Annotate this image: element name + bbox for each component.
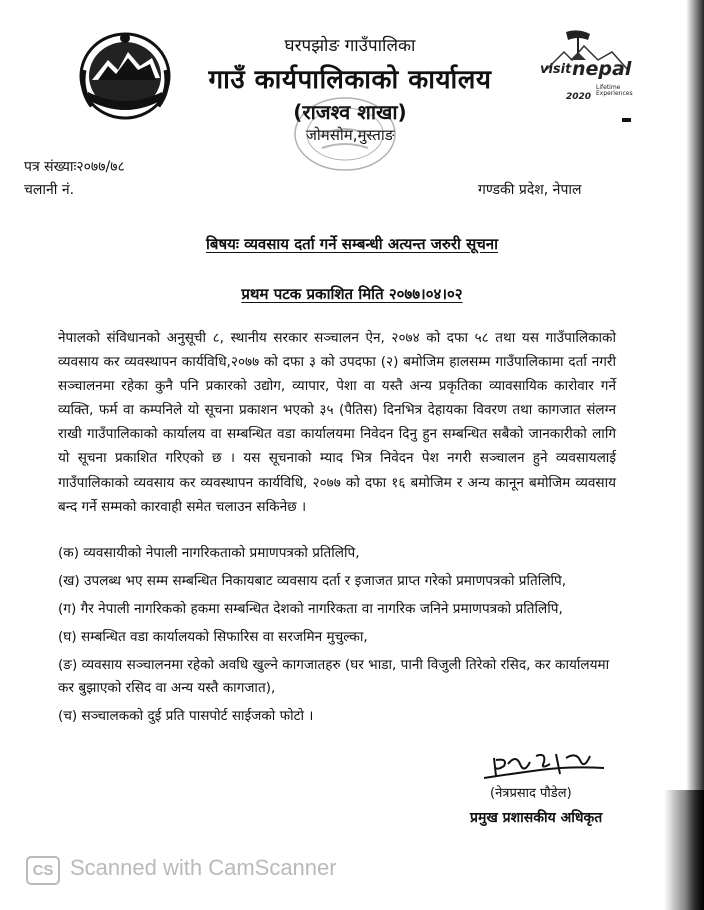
list-item: (ङ) व्यवसाय सञ्चालनमा रहेको अवधि खुल्ने कागजातहरु (घर भाडा, पानी विजुली तिरेको रसिद, कर कार्यालयमा कर बुझाएको रसिद वा अन्य यस्तै कागजात), [58, 657, 610, 696]
office-location: जोमसोम,मुस्ताङ [305, 126, 395, 144]
signatory-name: (नेत्रप्रसाद पौडेल) [490, 786, 572, 801]
watermark-text: Scanned with CamScanner [70, 855, 337, 880]
branch-name: (राजश्व शाखा) [293, 100, 407, 124]
camscanner-badge-icon: CS [26, 856, 60, 885]
logo-visit-text: visit [540, 62, 572, 77]
scan-edge-shadow [686, 0, 704, 910]
municipality-name: घरपझोङ गाउँपालिका [284, 36, 416, 56]
mark-dash [622, 118, 631, 122]
office-stamp-icon [290, 92, 400, 176]
office-title: गाउँ कार्यपालिकाको कार्यालय [208, 65, 492, 95]
notice-body: नेपालको संविधानको अनुसूची ८, स्थानीय सरकार सञ्चालन ऐन, २०७४ को दफा ५८ तथा यस गाउँपालिकाको व्यवसाय कर व्यवस्थापन कार्यविधि,२०७७ को दफा ३ को उपदफा (२) बमोजिम हालसम्म गाउँपालिकामा दर्ता नगरी सञ्चालनमा रहेका कुनै पनि प्रकारको उद्योग, व्यापार, पेशा वा यस्तै अन्य प्रकृतिका व्यावसायिक कारोवार गर्ने व्यक्ति, फर्म वा कम्पनिले यो सूचना प्रकाशन भएको ३५ (पैतिस) दिनभित्र देहायका विवरण तथा कागजात संलग्न राखी गाउँपालिकाको कार्यालय वा सम्बन्धित वडा कार्यालयमा निवेदन दिनु हुन सम्बन्धित सबैको जानकारीको लागि यो सूचना प्रकाशित गरिएको छ । यस सूचनाको म्याद भित्र निवेदन पेश नगरी सञ्चालन हुने व्यवसायलाई गाउँपालिकाको व्यवसाय कर व्यवस्थापन कार्यविधि, २०७७ को दफा १६ बमोजिम र अन्य कानून बमोजिम व्यवसाय बन्द गर्ने सम्मको कारवाही समेत चलाउन सकिनेछ । [58, 330, 616, 515]
publication-date: प्रथम पटक प्रकाशित मिति २०७७।०४।०२ [241, 285, 463, 303]
logo-tagline: Lifetime Experiences [596, 84, 633, 97]
logo-year-text: 2020 [566, 92, 592, 102]
logo-nepal-text: nepal [572, 58, 632, 80]
notice-subject: बिषयः व्यवसाय दर्ता गर्ने सम्बन्धी अत्यन्त जरुरी सूचना [206, 235, 498, 253]
province-address: गण्डकी प्रदेश, नेपाल [478, 182, 582, 198]
list-item: (ख) उपलब्ध भए सम्म सम्बन्धित निकायबाट व्यवसाय दर्ता र इजाजत प्राप्त गरेको प्रमाणपत्रको प्रतिलिपि, [58, 573, 567, 589]
scan-edge-shadow-bottom [664, 790, 704, 910]
list-item: (घ) सम्बन्धित वडा कार्यालयको सिफारिस वा सरजमिन मुचुल्का, [58, 629, 368, 645]
list-item: (ग) गैर नेपाली नागरिकको हकमा सम्बन्धित देशको नागरिकता वा नागरिक जनिने प्रमाणपत्रको प्रतिलिपि, [58, 601, 563, 617]
dispatch-number: चलानी नं. [24, 182, 75, 198]
list-item: (क) व्यवसायीको नेपाली नागरिकताको प्रमाणपत्रको प्रतिलिपि, [58, 545, 360, 561]
requirements-list [58, 542, 618, 728]
handwritten-signature-icon [480, 748, 610, 788]
reference-number: पत्र संख्याः२०७७/७८ [24, 159, 125, 175]
nepal-emblem-icon [78, 30, 172, 120]
list-item: (च) सञ्चालकको दुई प्रति पासपोर्ट साईजको फोटो । [58, 708, 314, 724]
signatory-title: प्रमुख प्रशासकीय अधिकृत [470, 810, 603, 826]
